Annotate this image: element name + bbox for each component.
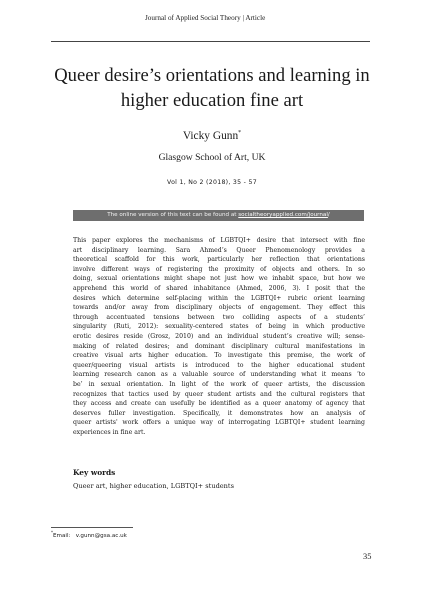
abstract-line: queer/queering visual artists is introduced to the higher educational student: [73, 361, 365, 369]
author-line: [0, 130, 424, 142]
footnote-marker: *: [51, 530, 53, 535]
abstract-line: involve different ways of registering the proximity of objects and others. In so: [73, 265, 365, 273]
abstract-line: be’ in sexual orientation. In light of the work of queer artists, the discussion: [73, 380, 365, 388]
abstract-line: they access and create can usefully be identified as a queer anatomy of agency that: [73, 400, 365, 408]
abstract-line: singularity (Ruti, 2012): sexuality-centered states of being in which productive: [73, 323, 365, 331]
author-footnote: [51, 530, 127, 539]
footnote-divider: [51, 527, 133, 528]
abstract-line: through accentuated tensions between two colliding aspects of a students’: [73, 313, 365, 321]
abstract-line: theoretical scaffold for this work, particularly her reflection that orientations: [73, 256, 365, 264]
author-footnote-marker: *: [238, 130, 242, 137]
abstract-line: erotic desires reside (Grosz, 2010) and an individual student’s creative will; sense-: [73, 332, 365, 340]
keywords-heading: Key words: [73, 468, 116, 477]
author-affiliation: Glasgow School of Art, UK: [158, 152, 266, 163]
title-line-1: Queer desire’s orientations and learning in: [54, 65, 370, 86]
article-title: [30, 63, 394, 113]
abstract-line: learning research canon as a valuable source of understanding what it means ‘to: [73, 371, 365, 379]
abstract-line: making of related desires; and dominant disciplinary cultural manifestations in: [73, 342, 365, 350]
abstract-line: deserves fuller investigation. Specifically, it demonstrates how an analysis of: [73, 409, 365, 417]
banner-prefix: The online version of this text can be found at: [107, 212, 239, 218]
journal-link[interactable]: socialtheoryapplied.com/journal: [238, 212, 328, 218]
abstract-line: recognizes that tactics used by queer student artists and the cultural registers that: [73, 390, 365, 398]
online-version-banner: [73, 210, 364, 221]
abstract-line: queer artists' work offers a unique way of interrogating LGBTQI+ student learning: [73, 419, 365, 427]
title-line-2: higher education fine art: [120, 90, 304, 111]
abstract: [73, 236, 365, 437]
abstract-line: desires which determine self-placing within the LGBTQI+ rubric orient learning: [73, 294, 365, 302]
keywords-text: Queer art, higher education, LGBTQI+ students: [73, 482, 234, 490]
abstract-line: doing, sexual orientations might shape not just how we inhabit space, but how we: [73, 275, 365, 283]
volume-info: Vol 1, No 2 (2018), 35 - 57: [167, 179, 257, 186]
abstract-line: This paper explores the mechanisms of LGBTQI+ desire that intersect with fine: [73, 237, 365, 244]
abstract-line: creative visual arts higher education. To investigate this premise, the work of: [73, 352, 365, 360]
abstract-line: apprehend this world of shared inhabitance (Ahmed, 2006, 3). I posit that the: [73, 284, 365, 292]
banner-suffix: /: [327, 212, 330, 218]
abstract-line: art disciplinary learning. Sara Ahmed’s Queer Phenomenology provides a: [73, 246, 365, 254]
author-email-link[interactable]: v.gunn@gsa.ac.uk: [75, 532, 127, 539]
page-number: 35: [363, 552, 372, 561]
journal-header: Journal of Applied Social Theory | Article: [145, 14, 266, 22]
footnote-label: Email:: [53, 532, 71, 539]
abstract-line: towards and/or away from disciplinary objects of engagement. They effect this: [73, 304, 365, 312]
header-divider: [51, 41, 370, 42]
abstract-line: experiences in fine art.: [73, 428, 146, 436]
author-name: Vicky Gunn: [182, 130, 239, 142]
